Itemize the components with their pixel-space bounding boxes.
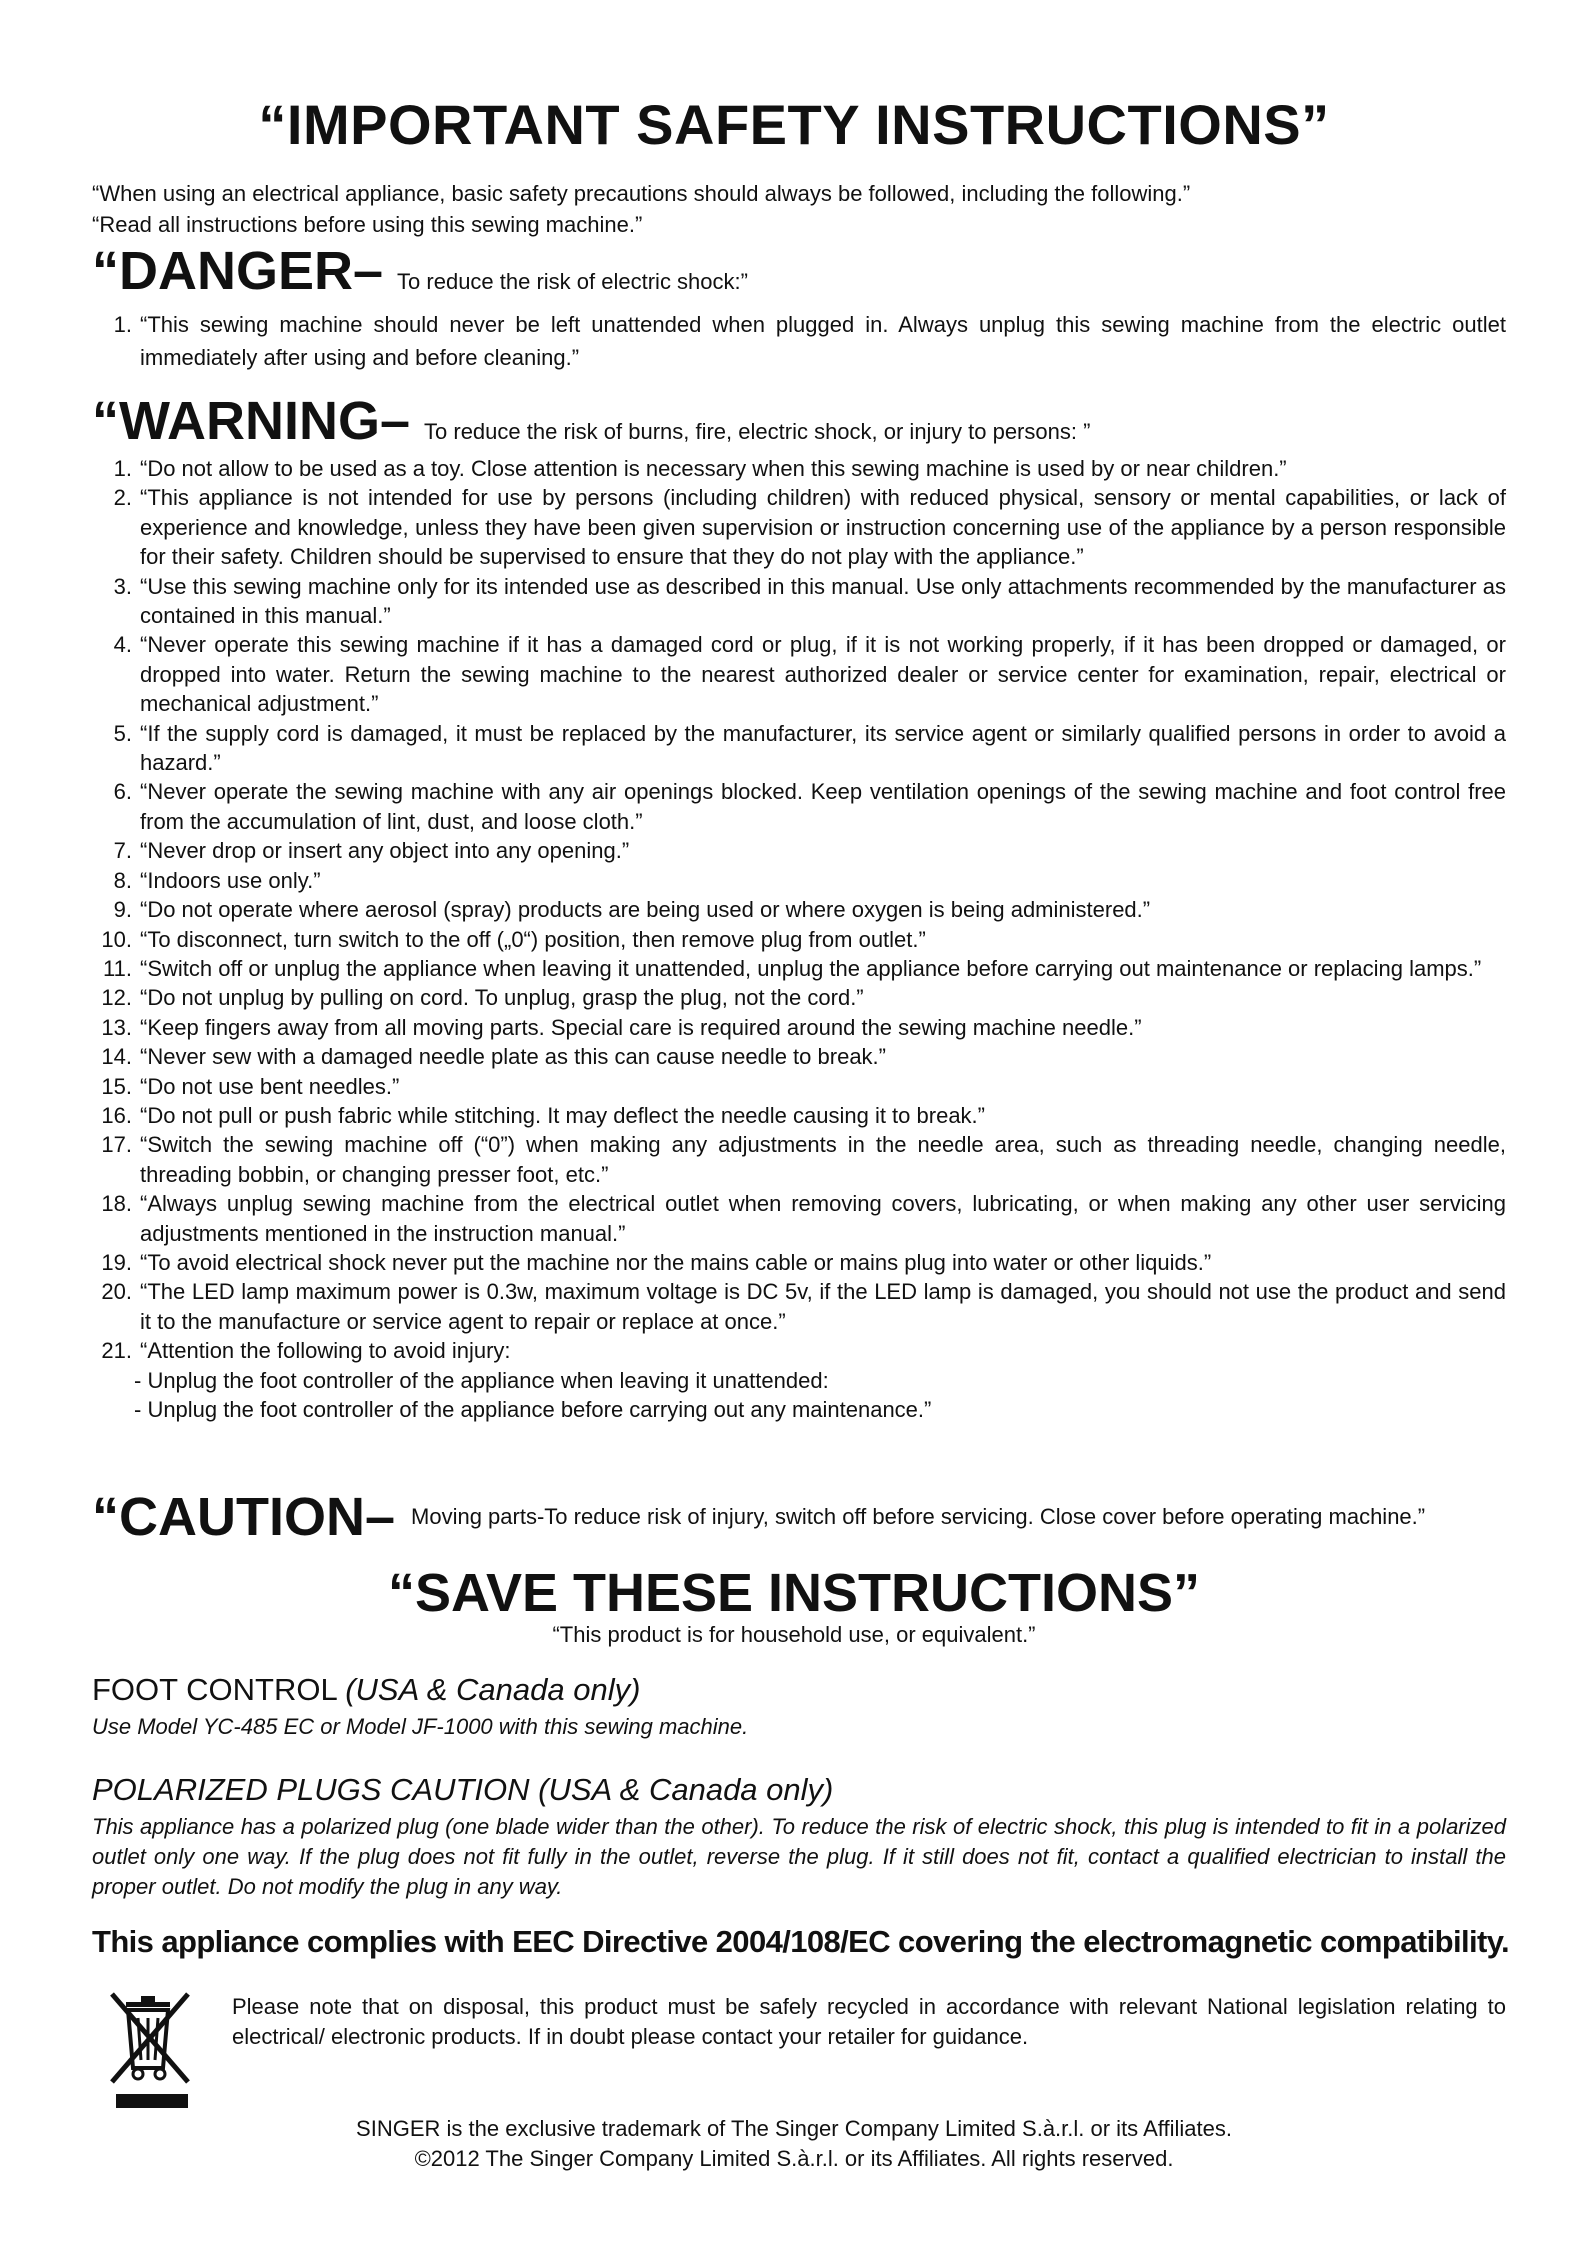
caution-section bbox=[92, 1486, 1506, 1548]
weee-crossed-bin-icon bbox=[108, 1990, 196, 2112]
danger-list bbox=[92, 308, 1506, 374]
list-item bbox=[92, 1336, 1506, 1365]
list-item bbox=[92, 308, 1506, 374]
item-number: 7. bbox=[113, 838, 132, 864]
list-item bbox=[92, 1248, 1506, 1277]
item-text: “To avoid electrical shock never put the machine nor the mains cable or mains plug into water or other liquids.” bbox=[140, 1249, 1212, 1275]
list-item bbox=[92, 454, 1506, 483]
list-item bbox=[92, 1072, 1506, 1101]
item-number: 12. bbox=[101, 985, 132, 1011]
item-number: 4. bbox=[113, 632, 132, 658]
eec-compliance-statement: This appliance complies with EEC Directive 2004/108/EC covering the electromagnetic compatibility. bbox=[92, 1924, 1510, 1959]
item-text: “Indoors use only.” bbox=[140, 867, 321, 893]
item-number: 10. bbox=[101, 926, 132, 952]
list-item bbox=[92, 483, 1506, 571]
footer bbox=[0, 2114, 1588, 2174]
item-text: “Do not allow to be used as a toy. Close attention is necessary when this sewing machine is used by or near children.” bbox=[140, 456, 1287, 481]
list-item bbox=[92, 1277, 1506, 1336]
list-item bbox=[92, 895, 1506, 924]
warning-header bbox=[92, 390, 1090, 452]
item-number: 11. bbox=[103, 955, 132, 981]
list-item bbox=[92, 1130, 1506, 1189]
item-number: 17. bbox=[101, 1132, 132, 1158]
warning-heading: “WARNING– bbox=[92, 391, 411, 451]
list-item bbox=[92, 777, 1506, 836]
foot-control-heading bbox=[92, 1672, 640, 1708]
item-number: 5. bbox=[113, 720, 132, 746]
item-text: “Do not pull or push fabric while stitching. It may deflect the needle causing it to break.” bbox=[140, 1102, 985, 1128]
list-item bbox=[92, 719, 1506, 778]
list-item bbox=[92, 925, 1506, 954]
item-text: “Never operate this sewing machine if it has a damaged cord or plug, if it is not working properly, if it has been dropped or damaged, or dropped into water. Return the sewing machine to the nearest authorized dealer or service center for examination, repair, electrical or mechanical adjustment.” bbox=[140, 632, 1506, 717]
item-21-extra-1: - Unplug the foot controller of the appliance when leaving it unattended: bbox=[134, 1367, 829, 1393]
caution-heading: “CAUTION– bbox=[92, 1487, 396, 1547]
item-number: 3. bbox=[113, 573, 132, 599]
item-text: “Switch off or unplug the appliance when leaving it unattended, unplug the appliance before carrying out maintenance or replacing lamps.” bbox=[140, 955, 1482, 981]
save-subtext: “This product is for household use, or equivalent.” bbox=[552, 1622, 1036, 1647]
item-number: 14. bbox=[101, 1044, 132, 1070]
item-text: “Attention the following to avoid injury: bbox=[140, 1338, 511, 1364]
list-item bbox=[92, 983, 1506, 1012]
item-21-extra-2: - Unplug the foot controller of the appliance before carrying out any maintenance.” bbox=[134, 1397, 932, 1422]
danger-subheading: To reduce the risk of electric shock:” bbox=[397, 269, 748, 294]
list-item bbox=[92, 1189, 1506, 1248]
item-text: “Always unplug sewing machine from the electrical outlet when removing covers, lubricating, or when making any other user servicing adjustments mentioned in the instruction manual.” bbox=[140, 1191, 1506, 1246]
caution-text: Moving parts-To reduce risk of injury, switch off before servicing. Close cover before operating machine.” bbox=[411, 1504, 1426, 1529]
item-text: “Do not use bent needles.” bbox=[140, 1073, 400, 1099]
item-number: 6. bbox=[113, 779, 132, 805]
item-text: “The LED lamp maximum power is 0.3w, maximum voltage is DC 5v, if the LED lamp is damaged, you should not use the product and send it to the manufacture or service agent to repair or replace at once.” bbox=[140, 1279, 1506, 1334]
save-heading: “SAVE THESE INSTRUCTIONS” bbox=[387, 1563, 1201, 1623]
item-text: “Do not unplug by pulling on cord. To unplug, grasp the plug, not the cord.” bbox=[140, 985, 864, 1011]
list-item bbox=[92, 1101, 1506, 1130]
polarized-heading: POLARIZED PLUGS CAUTION (USA & Canada only) bbox=[92, 1772, 834, 1807]
list-item bbox=[92, 1042, 1506, 1071]
item-number: 8. bbox=[113, 867, 132, 893]
danger-header bbox=[92, 240, 748, 302]
page-title: “IMPORTANT SAFETY INSTRUCTIONS” bbox=[258, 93, 1330, 156]
warning-subheading: To reduce the risk of burns, fire, electric shock, or injury to persons: ” bbox=[424, 419, 1091, 444]
list-item bbox=[92, 572, 1506, 631]
item-number: 19. bbox=[101, 1249, 132, 1275]
item-text: “This sewing machine should never be left unattended when plugged in. Always unplug this sewing machine from the electric outlet immediately after using and before cleaning.” bbox=[140, 312, 1506, 370]
list-item bbox=[92, 836, 1506, 865]
item-text: “Switch the sewing machine off (“0”) when making any adjustments in the needle area, such as threading needle, changing needle, threading bobbin, or changing presser foot, etc.” bbox=[140, 1132, 1506, 1187]
item-text: “Never sew with a damaged needle plate as this can cause needle to break.” bbox=[140, 1044, 886, 1070]
item-text: “If the supply cord is damaged, it must be replaced by the manufacturer, its service agent or similarly qualified persons in order to avoid a hazard.” bbox=[140, 720, 1506, 776]
item-text: “To disconnect, turn switch to the off („0“) position, then remove plug from outlet.” bbox=[140, 926, 926, 952]
polarized-text: This appliance has a polarized plug (one blade wider than the other). To reduce the risk of electric shock, this plug is intended to fit in a polarized outlet only one way. If the plug does not fit fully in the outlet, reverse the plug. If it still does not fit, contact a qualified electrician to install the proper outlet. Do not modify the plug in any way. bbox=[92, 1814, 1506, 1899]
item-number: 1. bbox=[113, 312, 132, 337]
item-number: 2. bbox=[113, 485, 132, 511]
item-number: 9. bbox=[113, 897, 132, 923]
foot-control-title: FOOT CONTROL bbox=[92, 1672, 337, 1707]
intro-line-2: “Read all instructions before using this sewing machine.” bbox=[92, 212, 643, 237]
copyright-line: ©2012 The Singer Company Limited S.à.r.l. or its Affiliates. All rights reserved. bbox=[414, 2146, 1174, 2171]
item-text: “Never operate the sewing machine with any air openings blocked. Keep ventilation openings of the sewing machine and foot control free from the accumulation of lint, dust, and loose cloth.” bbox=[140, 779, 1506, 834]
foot-control-qualifier: (USA & Canada only) bbox=[345, 1672, 641, 1707]
item-number: 21. bbox=[101, 1338, 132, 1364]
item-text: “Never drop or insert any object into any opening.” bbox=[140, 838, 630, 864]
disposal-notice: Please note that on disposal, this product must be safely recycled in accordance with relevant National legislation relating to electrical/ electronic products. If in doubt please contact your retailer for guidance. bbox=[232, 1994, 1506, 2049]
danger-heading: “DANGER– bbox=[92, 241, 384, 301]
trademark-line: SINGER is the exclusive trademark of The Singer Company Limited S.à.r.l. or its Affiliates. bbox=[356, 2116, 1232, 2141]
intro-line-1: “When using an electrical appliance, basic safety precautions should always be followed, including the following.” bbox=[92, 181, 1191, 206]
item-text: “Do not operate where aerosol (spray) products are being used or where oxygen is being administered.” bbox=[140, 897, 1151, 923]
item-text: “Keep fingers away from all moving parts. Special care is required around the sewing machine needle.” bbox=[140, 1014, 1142, 1040]
list-item bbox=[92, 866, 1506, 895]
item-number: 20. bbox=[101, 1279, 132, 1305]
list-item bbox=[92, 954, 1506, 983]
item-number: 16. bbox=[101, 1102, 132, 1128]
item-text: “This appliance is not intended for use by persons (including children) with reduced physical, sensory or mental capabilities, or lack of experience and knowledge, unless they have been given supervision or instruction concerning use of the appliance by a person responsible for their safety. Children should be supervised to ensure that they do not play with the appliance.” bbox=[140, 485, 1506, 570]
item-number: 13. bbox=[101, 1014, 132, 1040]
list-item bbox=[92, 630, 1506, 718]
foot-control-text: Use Model YC-485 EC or Model JF-1000 with this sewing machine. bbox=[92, 1714, 749, 1739]
warning-list bbox=[92, 454, 1506, 1424]
item-number: 1. bbox=[113, 456, 132, 481]
item-number: 15. bbox=[101, 1073, 132, 1099]
intro bbox=[92, 178, 1190, 240]
item-number: 18. bbox=[101, 1191, 132, 1217]
item-text: “Use this sewing machine only for its intended use as described in this manual. Use only attachments recommended by the manufacturer as contained in this manual.” bbox=[140, 573, 1506, 629]
list-item bbox=[92, 1013, 1506, 1042]
